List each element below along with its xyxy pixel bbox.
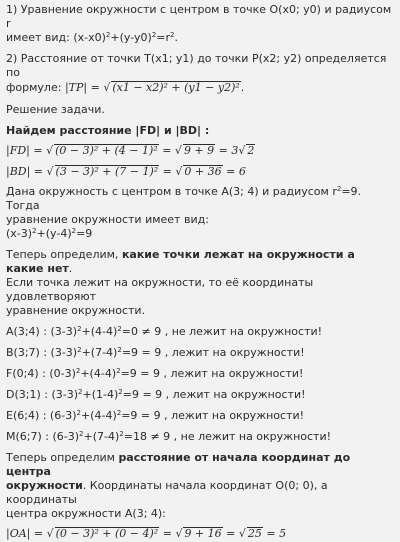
check-line-2: Если точка лежит на окружности, то её координаты удовлетворяют [6,276,314,303]
find-heading: Найдем расстояние |FD| и |BD| : [6,124,210,137]
point-check-e: E(6;4) : $(6-3)^2+(4-4)^2=9 = 9$ , лежит на окружности! [6,409,305,422]
solution-heading: Решение задачи. [6,103,105,116]
origin-line-3: центра окружности A(3; 4): [6,507,166,520]
fact-2-line-2: формуле: |TP| = √ (x1 − x2)² + (y1 − y2)². [6,81,245,94]
fact-1-line-1: 1) Уравнение окружности с центром в точке O(x0; y0) и радиусом r [6,3,392,30]
origin-line-2: окружности. Координаты начала координат O(0; 0), а координаты [6,479,328,506]
fact-2-line-1: 2) Расстояние от точки T(x1; y1) до точки P(x2; y2) определяется по [6,52,387,79]
given-line-1: Дана окружность с центром в точке A(3; 4) и радиусом $r^2=9$. Тогда [6,185,362,212]
point-check-f: F(0;4) : $(0-3)^2+(4-4)^2=9 = 9$ , лежит на окружности! [6,367,304,380]
check-line-3: уравнение окружности. [6,304,146,317]
fd-formula: |FD| = √ (0 − 3)² + (4 − 1)² = √ 9 + 9 = 3√ 2 [6,144,255,157]
oa-formula: |OA| = √ (0 − 3)² + (0 − 4)² = √ 9 + 16 = √ 25 = 5 [6,527,287,540]
point-check-m: M(6;7) : $(6-3)^2+(7-4)^2=18 \ne 9$ , не лежит на окружности! [6,430,332,443]
circle-equation: $(x-3)^2+(y-4)^2=9$ [6,227,93,240]
origin-line-1: Теперь определим расстояние от начала координат до центра [6,451,351,478]
point-check-d: D(3;1) : $(3-3)^2+(1-4)^2=9 = 9$ , лежит на окружности! [6,388,306,401]
given-line-2: уравнение окружности имеет вид: [6,213,209,226]
point-check-a: A(3;4) : $(3-3)^2+(4-4)^2=0 \ne 9$ , не лежит на окружности! [6,325,323,338]
check-line-1: Теперь определим, какие точки лежат на окружности а какие нет. [6,248,355,275]
fact-1-line-2: имеет вид: $(x-x0)^2+(y-y0)^2=r^2$. [6,31,178,44]
point-check-b: B(3;7) : $(3-3)^2+(7-4)^2=9 = 9$ , лежит на окружности! [6,346,305,359]
bd-formula: |BD| = √ (3 − 3)² + (7 − 1)² = √ 0 + 36 = 6 [6,165,246,178]
